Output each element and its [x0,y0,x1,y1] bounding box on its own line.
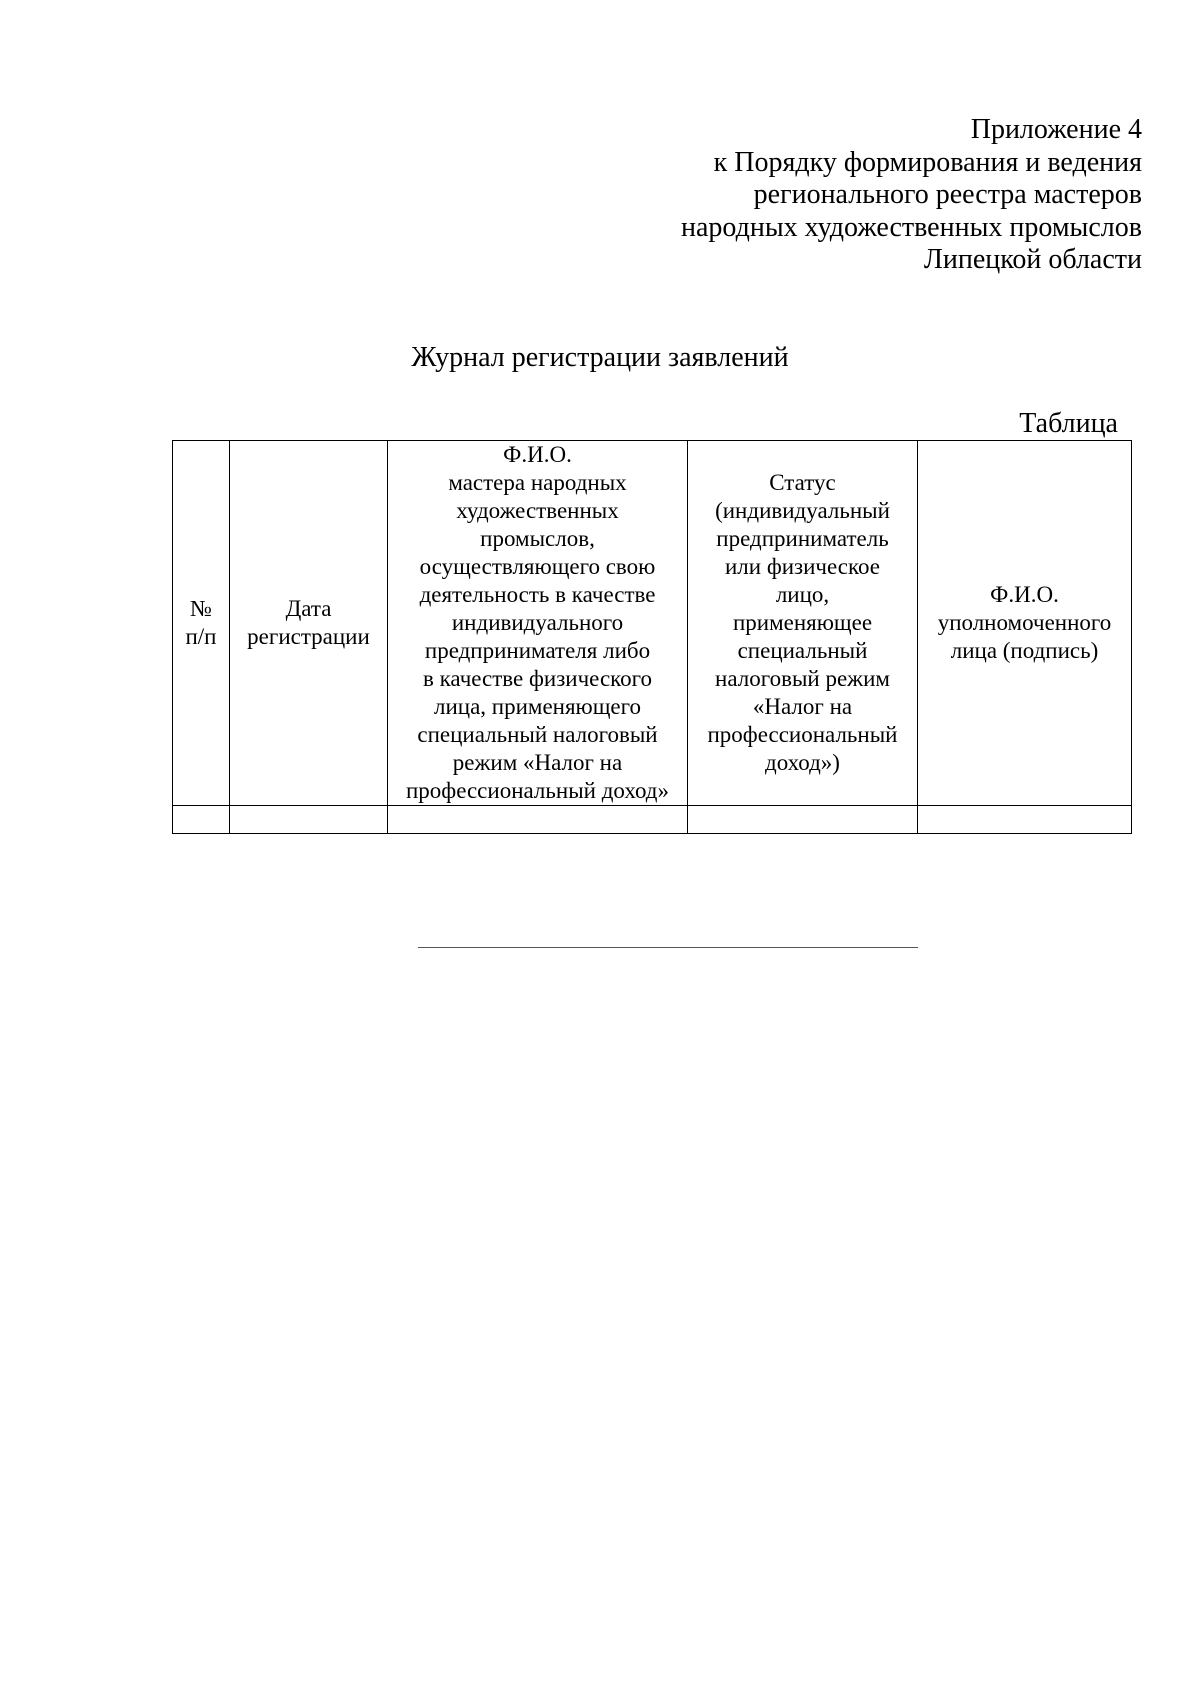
header-status [688,441,918,806]
table-cell [173,806,230,834]
header-line: п/п [185,624,217,649]
header-registration-date [230,441,388,806]
table-row [173,806,1132,834]
header-line: № [190,596,212,621]
header-line: налоговый режим [715,666,890,691]
header-line: специальный [737,638,868,663]
header-line: профессиональный [707,722,898,747]
header-line: Ф.И.О. [503,442,572,467]
header-line: лица, применяющего [433,694,642,719]
header-master-name [388,441,688,806]
header-line: Ф.И.О. [990,582,1059,607]
header-line: «Налог на [752,694,853,719]
registration-journal-table [172,440,1132,834]
header-line: предприниматель [716,526,889,551]
header-line: Статус [769,470,836,495]
appendix-line: регионального реестра мастеров [753,179,1142,210]
table-header-row [173,441,1132,806]
appendix-header [681,114,1142,277]
table-cell [918,806,1132,834]
header-authorized-person [918,441,1132,806]
table-cell [388,806,688,834]
header-line: художественных [456,498,619,523]
header-line: осуществляющего свою [419,554,656,579]
header-line: или физическое [724,554,880,579]
appendix-line: Липецкой области [923,244,1142,275]
header-line: деятельность в качестве [419,582,656,607]
end-separator-line [418,947,918,948]
appendix-line: к Порядку формирования и ведения [713,146,1142,178]
header-line: лицо, [775,582,830,607]
table-label: Таблица [1019,408,1118,439]
header-line: специальный налоговый [417,722,658,747]
header-line: доход») [765,750,840,775]
header-line: предпринимателя либо [424,638,651,663]
appendix-line: Приложение 4 [970,114,1142,145]
header-line: промыслов, [480,526,595,551]
header-number [173,441,230,806]
header-line: регистрации [247,624,370,649]
header-line: применяющее [732,610,873,635]
header-line: лица (подпись) [950,638,1099,663]
header-line: режим «Налог на [452,750,623,775]
header-line: Дата [285,596,332,621]
table-cell [688,806,918,834]
header-line: в качестве физического [422,666,653,691]
header-line: уполномоченного [937,610,1112,635]
header-line: мастера народных [448,470,627,495]
header-line: профессиональный доход» [405,778,670,803]
document-title: Журнал регистрации заявлений [411,342,789,373]
table-cell [230,806,388,834]
header-line: (индивидуальный [715,498,890,523]
appendix-line: народных художественных промыслов [680,211,1142,243]
header-line: индивидуального [451,610,624,635]
